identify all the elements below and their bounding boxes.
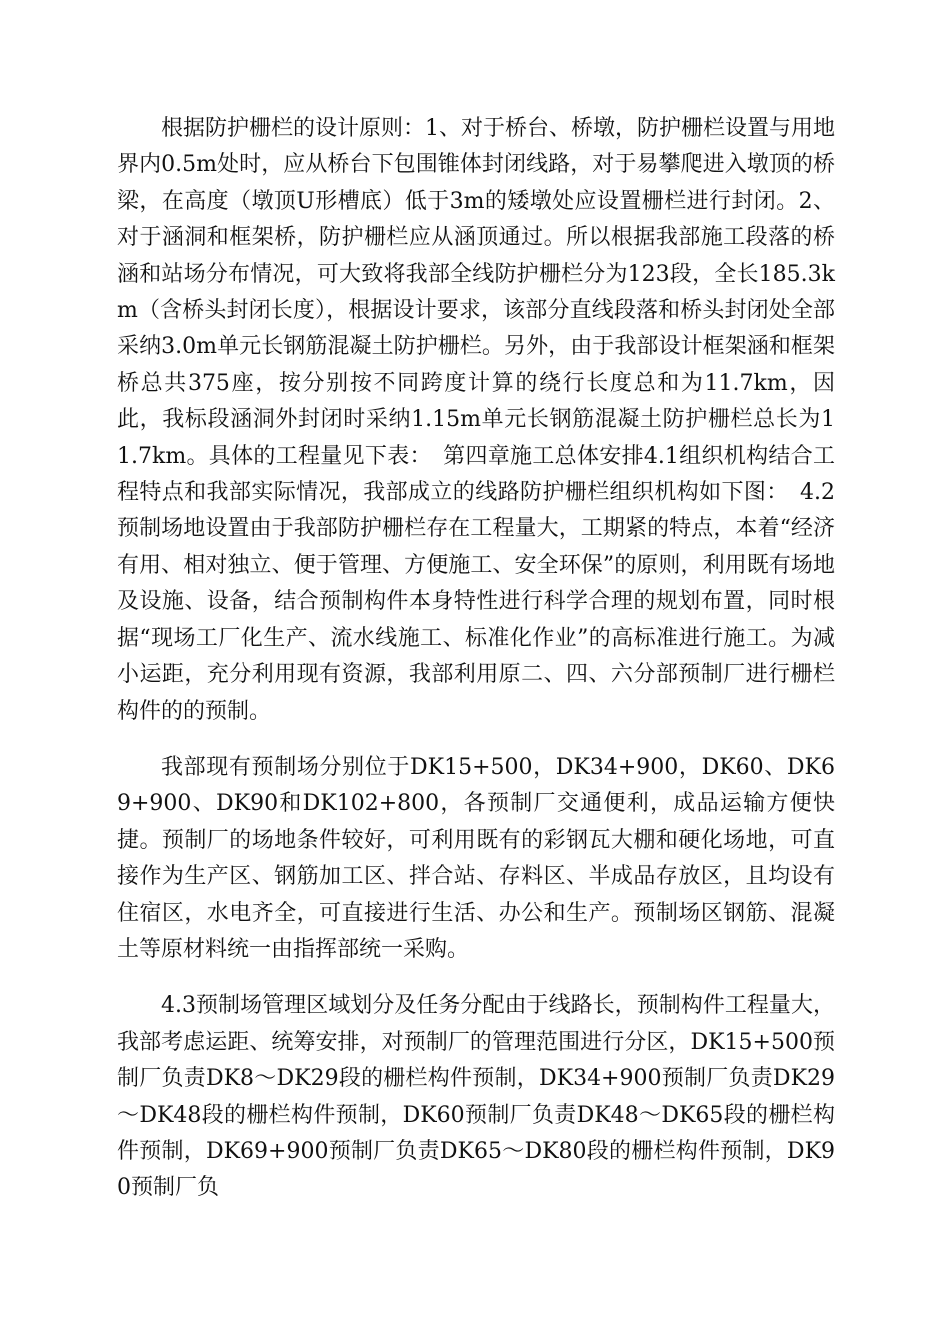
paragraph-zone-division: 4.3预制场管理区域划分及任务分配由于线路长，预制构件工程量大，我部考虑运距、统筹安排，对预制厂的管理范围进行分区，DK15+500预制厂负责DK8～DK29段的栅栏构件预制，DK34+900预制厂负责DK29～DK48段的栅栏构件预制，DK60预制厂负责DK48～DK65段的栅栏构件预制，DK69+900预制厂负责DK65～DK80段的栅栏构件预制，DK90预制厂负 <box>117 993 835 1201</box>
paragraph-prefab-sites: 我部现有预制场分别位于DK15+500，DK34+900，DK60、DK69+900、DK90和DK102+800，各预制厂交通便利，成品运输方便快捷。预制厂的场地条件较好，可利用既有的彩钢瓦大棚和硬化场地，可直接作为生产区、钢筋加工区、拌合站、存料区、半成品存放区，且均设有住宿区，水电齐全，可直接进行生活、办公和生产。预制场区钢筋、混凝土等原材料统一由指挥部统一采购。 <box>117 754 835 962</box>
paragraph-fence-design: 根据防护栅栏的设计原则：1、对于桥台、桥墩，防护栅栏设置与用地界内0.5m处时，应从桥台下包围锥体封闭线路，对于易攀爬进入墩顶的桥梁，在高度（墩顶U形槽底）低于3m的矮墩处应设置栅栏进行封闭。2、对于涵洞和框架桥，防护栅栏应从涵顶通过。所以根据我部施工段落的桥涵和站场分布情况，可大致将我部全线防护栅栏分为123段，全长185.3km（含桥头封闭长度），根据设计要求，该部分直线段落和桥头封闭处全部采纳3.0m单元长钢筋混凝土防护栅栏。另外，由于我部设计框架涵和框架桥总共375座，按分别按不同跨度计算的绕行长度总和为11.7km，因此，我标段涵洞外封闭时采纳1.15m单元长钢筋混凝土防护栅栏总长为11.7km。具体的工程量见下表： 第四章施工总体安排4.1组织机构结合工程特点和我部实际情况，我部成立的线路防护栅栏组织机构如下图： 4.2预制场地设置由于我部防护栅栏存在工程量大，工期紧的特点，本着“经济有用、相对独立、便于管理、方便施工、安全环保”的原则，利用既有场地及设施、设备，结合预制构件本身特性进行科学合理的规划布置，同时根据“现场工厂化生产、流水线施工、标准化作业”的高标准进行施工。为减小运距，充分利用现有资源，我部利用原二、四、六分部预制厂进行栅栏构件的的预制。 <box>117 116 835 724</box>
document-body <box>117 111 835 1207</box>
